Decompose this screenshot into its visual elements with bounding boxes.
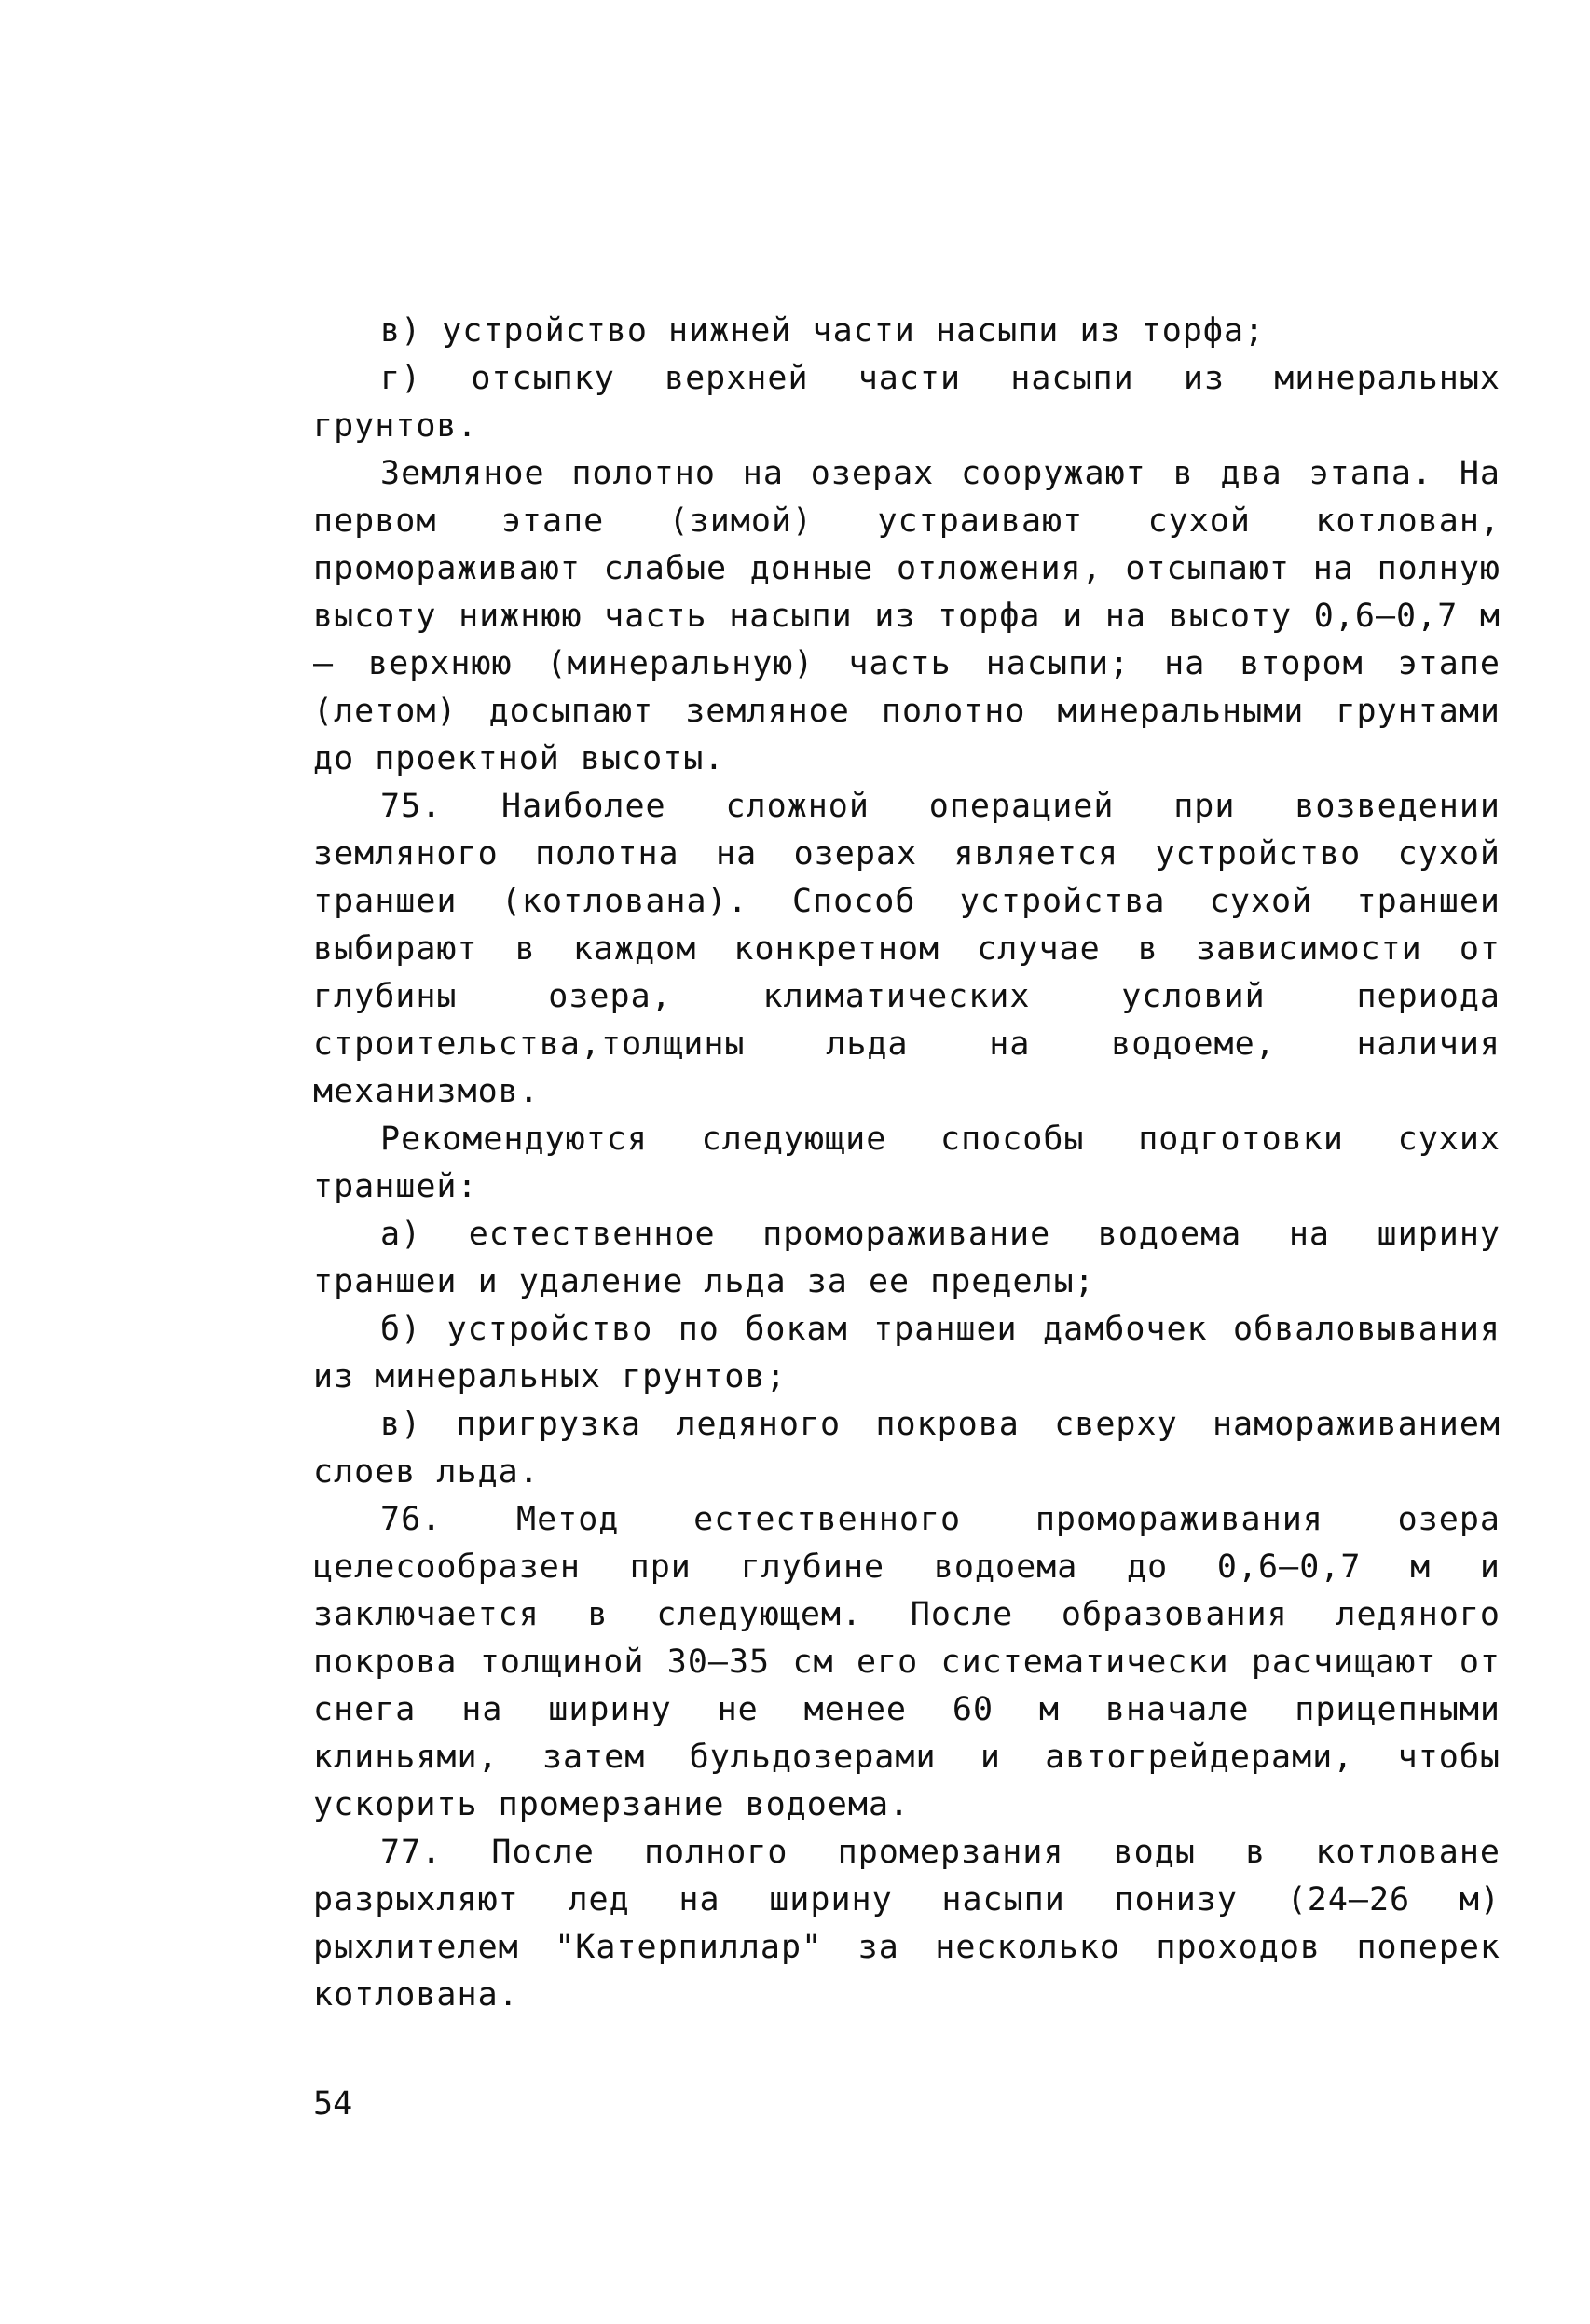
paragraph-method-b: б) устройство по бокам траншеи дамбочек обваловывания из минеральных грунтов;	[313, 1311, 1501, 1396]
paragraph-recommended-methods: Рекомендуются следующие способы подготовки сухих траншей:	[313, 1121, 1501, 1205]
paragraph-item-g-mineral: г) отсыпку верхней части насыпи из минеральных грунтов.	[313, 360, 1501, 445]
paragraph-method-a: а) естественное промораживание водоема на ширину траншеи и удаление льда за ее пределы;	[313, 1216, 1501, 1300]
paragraph-76: 76. Метод естественного промораживания озера целесообразен при глубине водоема до 0,6–0,7 м и заключается в следующем. После образования ледяного покрова толщиной 30–35 см его систематически расчищают от снега на ширину не менее 60 м вначале прицепными клиньями, затем бульдозерами и автогрейдерами, чтобы ускорить промерзание водоема.	[313, 1501, 1501, 1823]
document-body	[313, 308, 1501, 2019]
paragraph-two-stages: Земляное полотно на озерах сооружают в два этапа. На первом этапе (зимой) устраивают сухой котлован, промораживают слабые донные отложения, отсыпают на полную высоту нижнюю часть насыпи из торфа и на высоту 0,6–0,7 м – верхнюю (минеральную) часть насыпи; на втором этапе (летом) досыпают земляное полотно минеральными грунтами до проектной высоты.	[313, 455, 1501, 777]
paragraph-item-v-peat: в) устройство нижней части насыпи из торфа;	[380, 312, 1266, 350]
paragraph-77: 77. После полного промерзания воды в котловане разрыхляют лед на ширину насыпи понизу (24–26 м) рыхлителем "Катерпиллар" за несколько проходов поперек котлована.	[313, 1834, 1501, 2014]
paragraph-75: 75. Наиболее сложной операцией при возведении земляного полотна на озерах является устройство сухой траншеи (котлована). Способ устройства сухой траншеи выбирают в каждом конкретном случае в зависимости от глубины озера, климатических условий периода строительства,толщины льда на водоеме, наличия механизмов.	[313, 788, 1501, 1110]
page-number: 54	[313, 2085, 353, 2123]
paragraph-method-v: в) пригрузка ледяного покрова сверху намораживанием слоев льда.	[313, 1406, 1501, 1491]
